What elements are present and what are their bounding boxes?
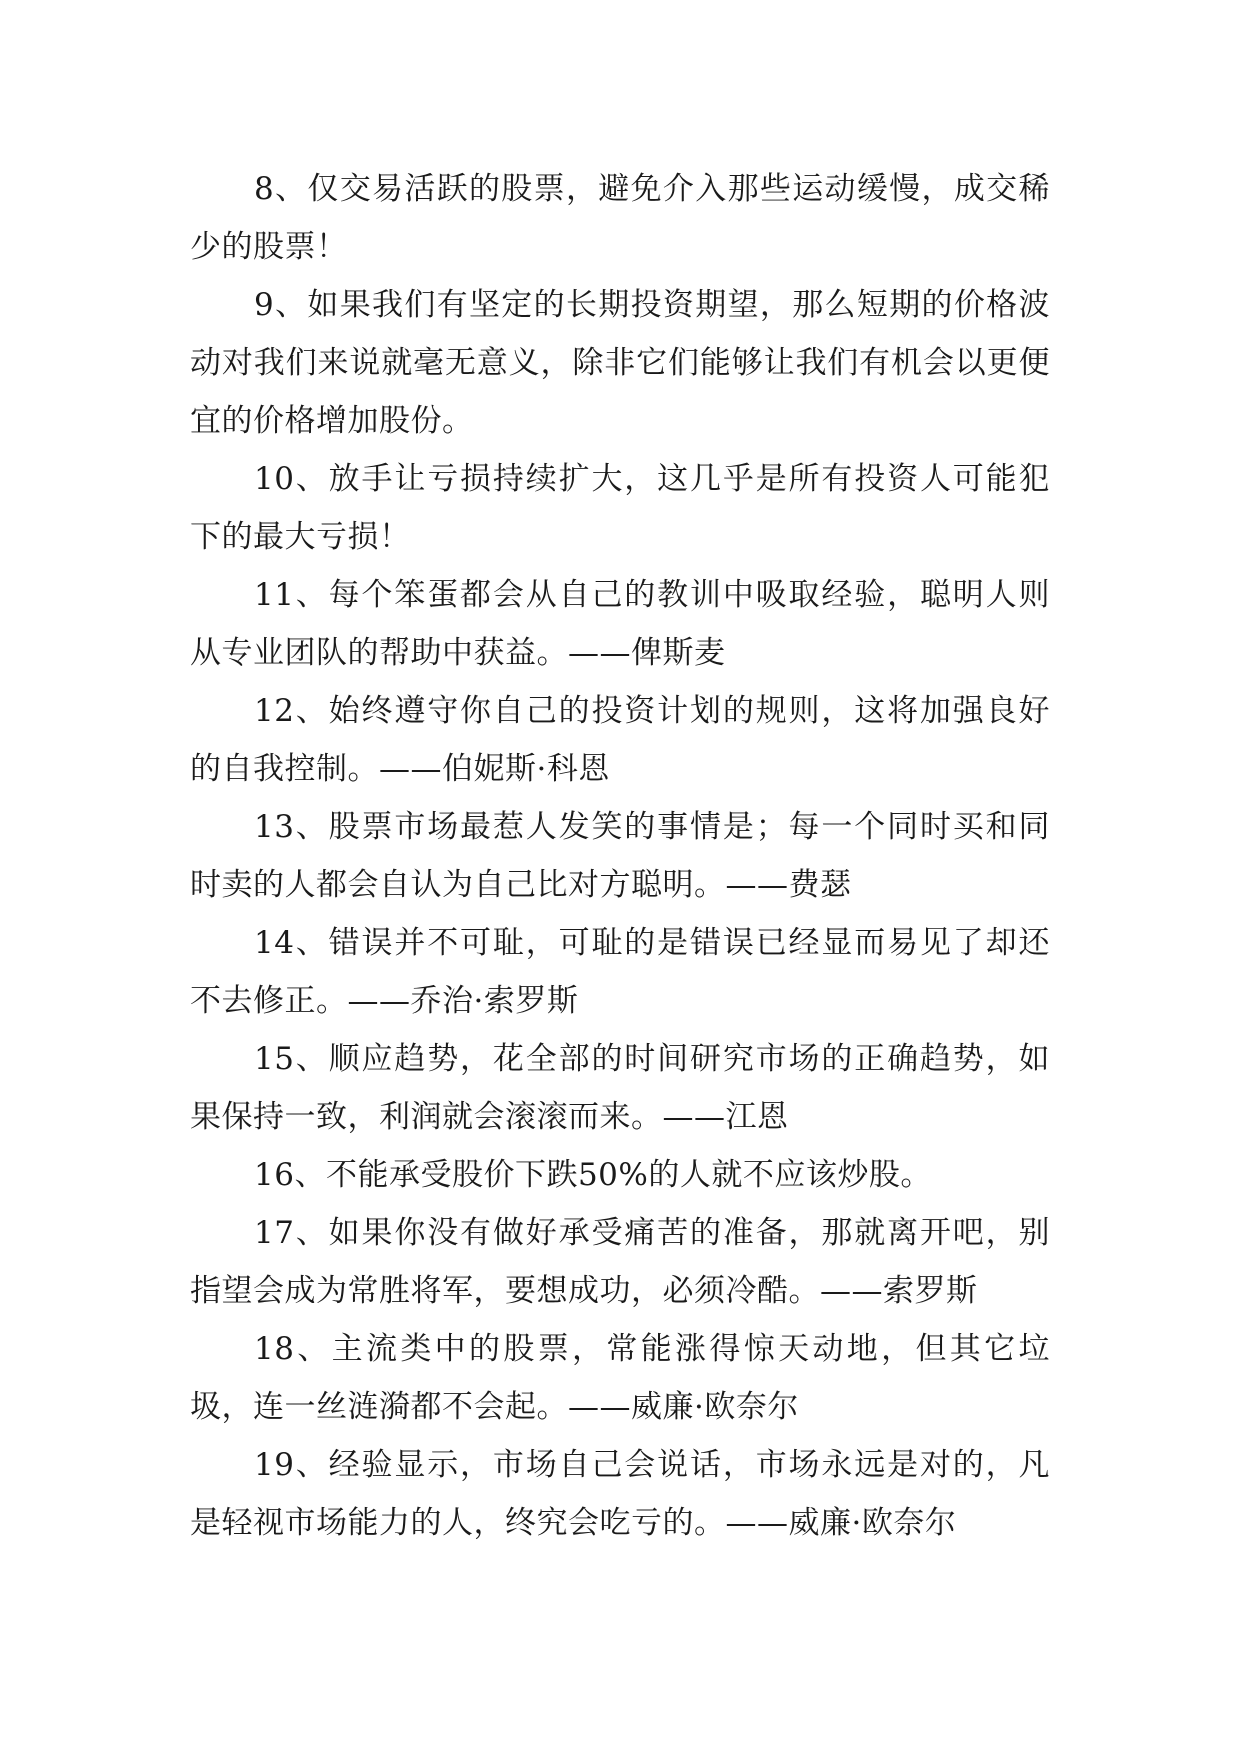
quote-paragraph-10: 10、放手让亏损持续扩大，这几乎是所有投资人可能犯下的最大亏损！ [190,461,1050,555]
quote-paragraph-15: 15、顺应趋势，花全部的时间研究市场的正确趋势，如果保持一致，利润就会滚滚而来。——江恩 [190,1041,1050,1135]
quote-paragraph-12: 12、始终遵守你自己的投资计划的规则，这将加强良好的自我控制。——伯妮斯·科恩 [190,693,1050,787]
quote-paragraph-9: 9、如果我们有坚定的长期投资期望，那么短期的价格波动对我们来说就毫无意义，除非它们能够让我们有机会以更便宜的价格增加股份。 [190,287,1050,439]
quote-paragraph-17: 17、如果你没有做好承受痛苦的准备，那就离开吧，别指望会成为常胜将军，要想成功，必须冷酷。——索罗斯 [190,1215,1050,1309]
quote-paragraph-13: 13、股票市场最惹人发笑的事情是；每一个同时买和同时卖的人都会自认为自己比对方聪明。——费瑟 [190,809,1050,903]
quote-paragraph-19: 19、经验显示，市场自己会说话，市场永远是对的，凡是轻视市场能力的人，终究会吃亏的。——威廉·欧奈尔 [190,1447,1050,1541]
quote-paragraph-11: 11、每个笨蛋都会从自己的教训中吸取经验，聪明人则从专业团队的帮助中获益。——俾斯麦 [190,577,1050,671]
quote-paragraph-8: 8、仅交易活跃的股票，避免介入那些运动缓慢，成交稀少的股票！ [190,171,1050,265]
quote-paragraph-18: 18、主流类中的股票，常能涨得惊天动地，但其它垃圾，连一丝涟漪都不会起。——威廉·欧奈尔 [190,1331,1050,1425]
quote-paragraph-16: 16、不能承受股价下跌50%的人就不应该炒股。 [254,1157,932,1193]
quote-paragraph-14: 14、错误并不可耻，可耻的是错误已经显而易见了却还不去修正。——乔治·索罗斯 [190,925,1050,1019]
document-body [190,160,1050,1552]
